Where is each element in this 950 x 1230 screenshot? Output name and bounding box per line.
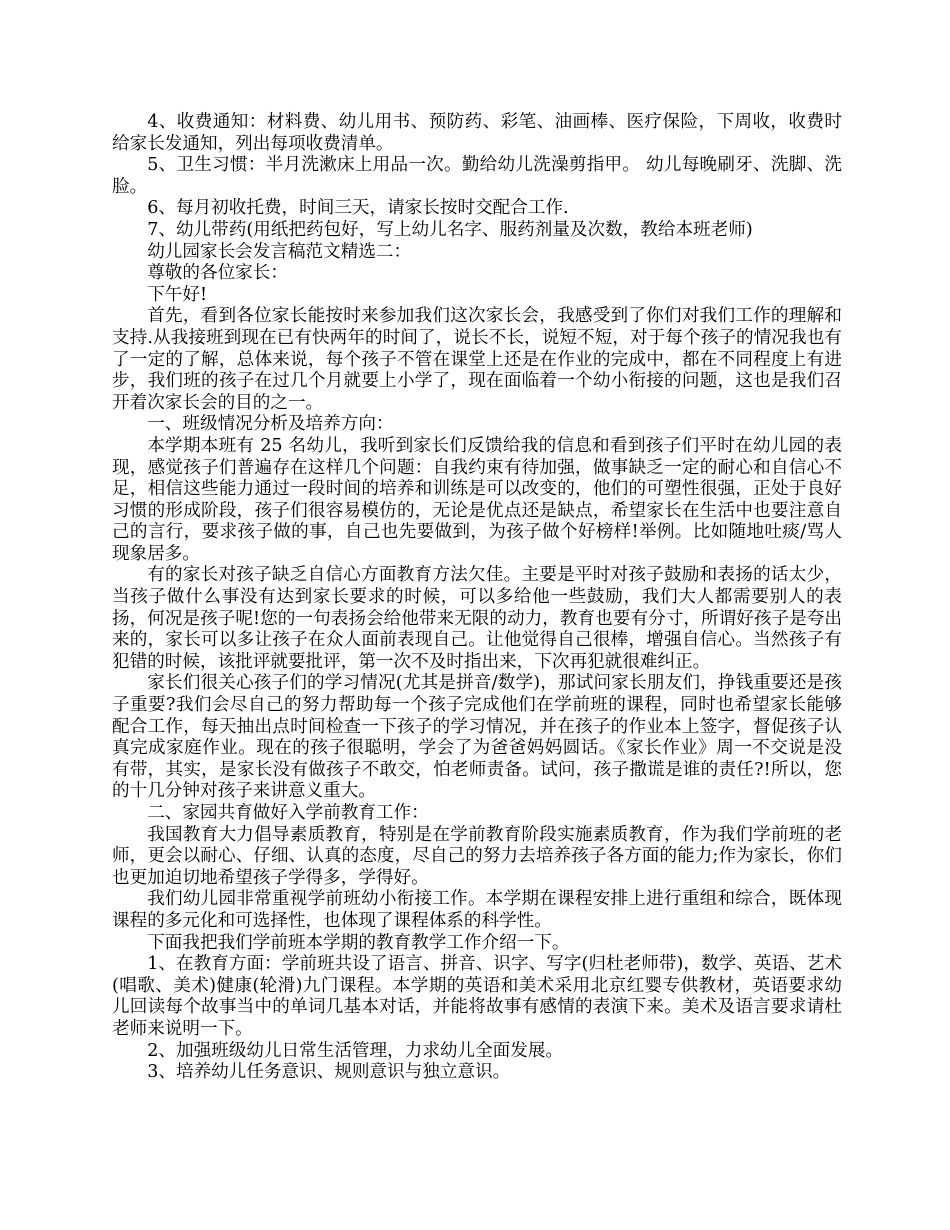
greeting: 下午好!: [147, 284, 208, 305]
paragraph-confidence: 有的家长对孩子缺乏自信心方面教育方法欠佳。主要是平时对孩子鼓励和表扬的话太少，当孩子做什么事没有达到家长要求的时候，可以多给他一些鼓励，我们大人都需要别人的表扬，何况是孩子呢!您的一句表扬会给他带来无限的动力，教育也要有分寸，所谓好孩子是夸出来的，家长可以多让孩子在众人面前表现自己。让他觉得自己很棒，增强自信心。当然孩子有犯错的时候，该批评就要批评，第一次不及时指出来，下次再犯就很难纠正。: [112, 565, 842, 672]
paragraph-monthly-fee: 6、每月初收托费，时间三天，请家长按时交配合工作.: [147, 198, 569, 219]
paragraph-transition: 我们幼儿园非常重视学前班幼小衔接工作。本学期在课程安排上进行重组和综合，既体现课程的多元化和可选择性，也体现了课程体系的科学性。: [112, 889, 842, 931]
heading-class-analysis: 一、班级情况分析及培养方向：: [147, 414, 394, 435]
paragraph-awareness: 3、培养幼儿任务意识、规则意识与独立意识。: [147, 1062, 511, 1083]
paragraph-class-situation: 本学期本班有 25 名幼儿，我听到家长们反馈给我的信息和看到孩子们平时在幼儿园的表现，感觉孩子们普遍存在这样几个问题：自我约束有待加强，做事缺乏一定的耐心和自信心不足，相信这些能力通过一段时间的培养和训练是可以改变的，他们的可塑性很强，正处于良好习惯的形成阶段，孩子们很容易模仿的，无论是优点还是缺点，希望家长在生活中也要注意自己的言行，要求孩子做的事，自己也先要做到，为孩子做个好榜样!举例。比如随地吐痰/骂人现象居多。: [112, 435, 842, 564]
paragraph-curriculum: 1、在教育方面：学前班共设了语言、拼音、识字、写字(归杜老师带)，数学、英语、艺术(唱歌、美术)健康(轮滑)九门课程。本学期的英语和美术采用北京红婴专供教材，英语要求幼儿回读每个故事当中的单词几基本对话，并能将故事有感情的表演下来。美术及语言要求请杜老师来说明一下。: [112, 954, 842, 1039]
paragraph-intro-work: 下面我把我们学前班本学期的教育教学工作介绍一下。: [147, 932, 570, 953]
paragraph-daily-management: 2、加强班级幼儿日常生活管理，力求幼儿全面发展。: [147, 1040, 564, 1061]
paragraph-fee-notice: 4、收费通知：材料费、幼儿用书、预防药、彩笔、油画棒、医疗保险，下周收，收费时给家长发通知，列出每项收费清单。: [112, 112, 842, 154]
section-title-speech-two: 幼儿园家长会发言稿范文精选二：: [147, 241, 412, 262]
paragraph-study: 家长们很关心孩子们的学习情况(尤其是拼音/数学)，那试问家长朋友们，挣钱重要还是孩子重要?我们会尽自己的努力帮助每一个孩子完成他们在学前班的课程，同时也希望家长能够配合工作，每天抽出点时间检查一下孩子的学习情况，并在孩子的作业本上签字，督促孩子认真完成家庭作业。现在的孩子很聪明，学会了为爸爸妈妈圆话。《家长作业》周一不交说是没有带，其实，是家长没有做孩子不敢交，怕老师责备。试问，孩子撒谎是谁的责任?!所以，您的十几分钟对孩子来讲意义重大。: [112, 673, 842, 802]
paragraph-hygiene: 5、卫生习惯：半月洗漱床上用品一次。勤给幼儿洗澡剪指甲。 幼儿每晚刷牙、洗脚、洗脸。: [112, 155, 842, 197]
paragraph-medicine: 7、幼儿带药(用纸把药包好，写上幼儿名字、服药剂量及次数，教给本班老师): [147, 219, 753, 240]
document-page: [112, 112, 842, 1084]
heading-home-school: 二、家园共育做好入学前教育工作：: [147, 803, 429, 823]
paragraph-opening: 首先，看到各位家长能按时来参加我们这次家长会，我感受到了你们对我们工作的理解和支持.从我接班到现在已有快两年的时间了，说长不长，说短不短，对于每个孩子的情况我也有了一定的了解，总体来说，每个孩子不管在课堂上还是在作业的完成中，都在不同程度上有进步，我们班的孩子在过几个月就要上小学了，现在面临着一个幼小衔接的问题，这也是我们召开着次家长会的目的之一。: [112, 306, 842, 413]
paragraph-quality-education: 我国教育大力倡导素质教育，特别是在学前教育阶段实施素质教育，作为我们学前班的老师，更会以耐心、仔细、认真的态度，尽自己的努力去培养孩子各方面的能力;作为家长，你们也更加迫切地希望孩子学得多，学得好。: [112, 824, 842, 888]
salutation: 尊敬的各位家长：: [147, 263, 288, 284]
